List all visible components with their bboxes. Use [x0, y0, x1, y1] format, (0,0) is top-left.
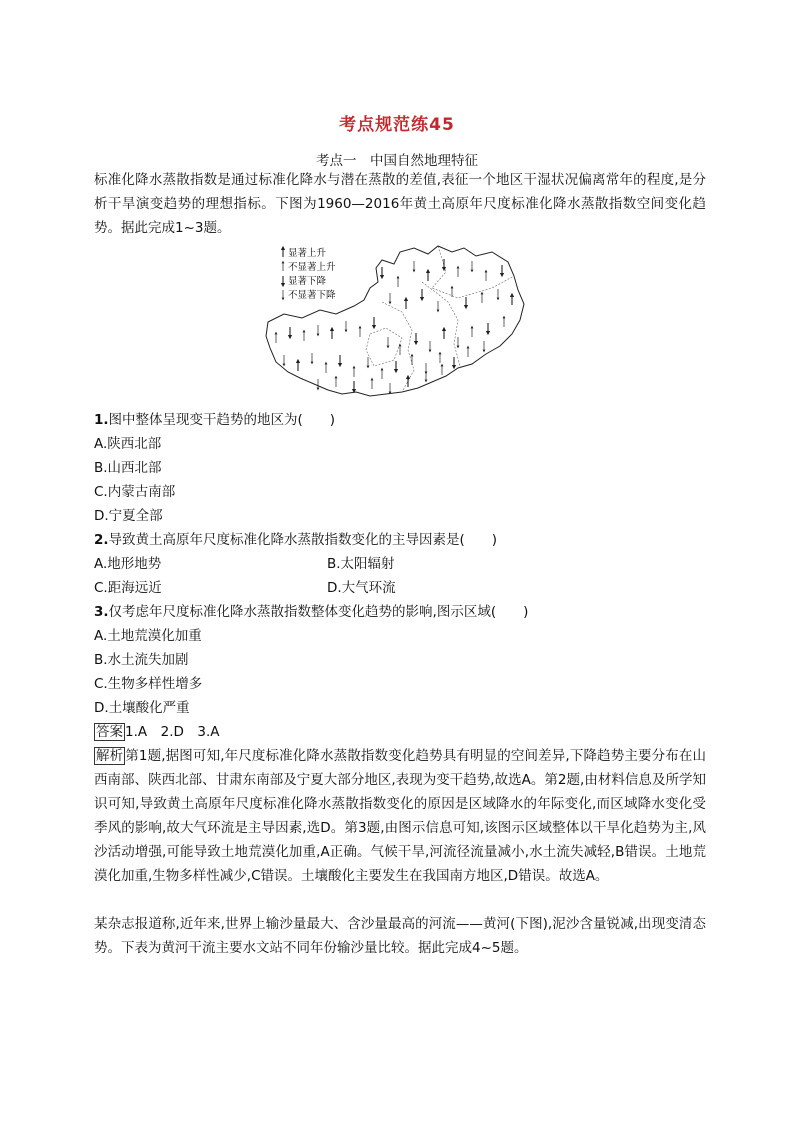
option-c: C.内蒙古南部	[94, 484, 176, 500]
legend-item: 不显著上升	[288, 262, 336, 273]
option-a: A.土地荒漠化加重	[94, 628, 202, 644]
question-number: 3.	[94, 604, 109, 620]
question-3	[94, 600, 528, 624]
loess-plateau-map	[262, 242, 530, 402]
option-b: B.太阳辐射	[327, 556, 395, 572]
analysis-text: 第1题,据图可知,年尺度标准化降水蒸散指数变化趋势具有明显的空间差异,下降趋势主要分布在山西南部、陕西北部、甘肃东南部及宁夏大部分地区,表现为变干趋势,故选A。第2题,由材料信息及所学知识可知,导致黄土高原年尺度标准化降水蒸散指数变化的原因是区域降水的年际变化,而区域降水变化受季风的影响,故大气环流是主导因素,选D。第3题,由图示信息可知,该图示区域整体以干旱化趋势为主,风沙活动增强,可能导致土地荒漠化加重,A正确。气候干旱,河流径流量减小,水土流失减轻,B错误。土地荒漠化加重,生物多样性减少,C错误。土壤酸化主要发生在我国南方地区,D错误。故选A。	[94, 748, 706, 884]
option-a: A.地形地势	[94, 556, 162, 572]
province-border	[382, 302, 414, 392]
option-c: C.距海远近	[94, 580, 162, 596]
question-stem: 图中整体呈现变干趋势的地区为( )	[108, 412, 336, 428]
option-d: D.宁夏全部	[94, 508, 163, 524]
province-border	[422, 282, 460, 366]
page-title: 考点规范练45	[339, 115, 455, 135]
answer-label: 答案	[96, 724, 123, 740]
option-c: C.生物多样性增多	[94, 676, 203, 692]
option-row	[94, 552, 395, 576]
option-b: B.山西北部	[94, 460, 162, 476]
option-row	[94, 576, 396, 600]
answer-line	[94, 720, 220, 744]
legend-item: 显著上升	[288, 248, 327, 259]
option-b: B.水土流失加剧	[94, 652, 189, 668]
question-2	[94, 528, 497, 552]
analysis-label: 解析	[96, 748, 124, 764]
question-stem: 导致黄土高原年尺度标准化降水蒸散指数变化的主导因素是( )	[108, 532, 498, 548]
option-a: A.陕西北部	[94, 436, 162, 452]
legend-item: 不显著下降	[288, 290, 336, 301]
intro-paragraph: 标准化降水蒸散指数是通过标准化降水与潜在蒸散的差值,表征一个地区干湿状况偏离常年的程度,是分析干旱演变趋势的理想指标。下图为1960—2016年黄土高原年尺度标准化降水蒸散指数空间变化趋势。据此完成1~3题。	[94, 172, 706, 236]
analysis-paragraph	[94, 744, 706, 888]
legend-item: 显著下降	[288, 276, 327, 287]
option-d: D.大气环流	[327, 580, 396, 596]
question-number: 2.	[94, 532, 109, 548]
answer-text: 1.A 2.D 3.A	[125, 724, 220, 740]
question-number: 1.	[94, 412, 109, 428]
outro-paragraph: 某杂志报道称,近年来,世界上输沙量最大、含沙量最高的河流——黄河(下图),泥沙含量锐减,出现变清态势。下表为黄河干流主要水文站不同年份输沙量比较。据此完成4~5题。	[94, 916, 706, 956]
province-border	[366, 328, 402, 366]
question-stem: 仅考虑年尺度标准化降水蒸散指数整体变化趋势的影响,图示区域( )	[108, 604, 529, 620]
option-d: D.土壤酸化严重	[94, 700, 190, 716]
legend	[283, 247, 336, 301]
section-heading: 考点一 中国自然地理特征	[316, 153, 478, 169]
question-1	[94, 408, 335, 432]
